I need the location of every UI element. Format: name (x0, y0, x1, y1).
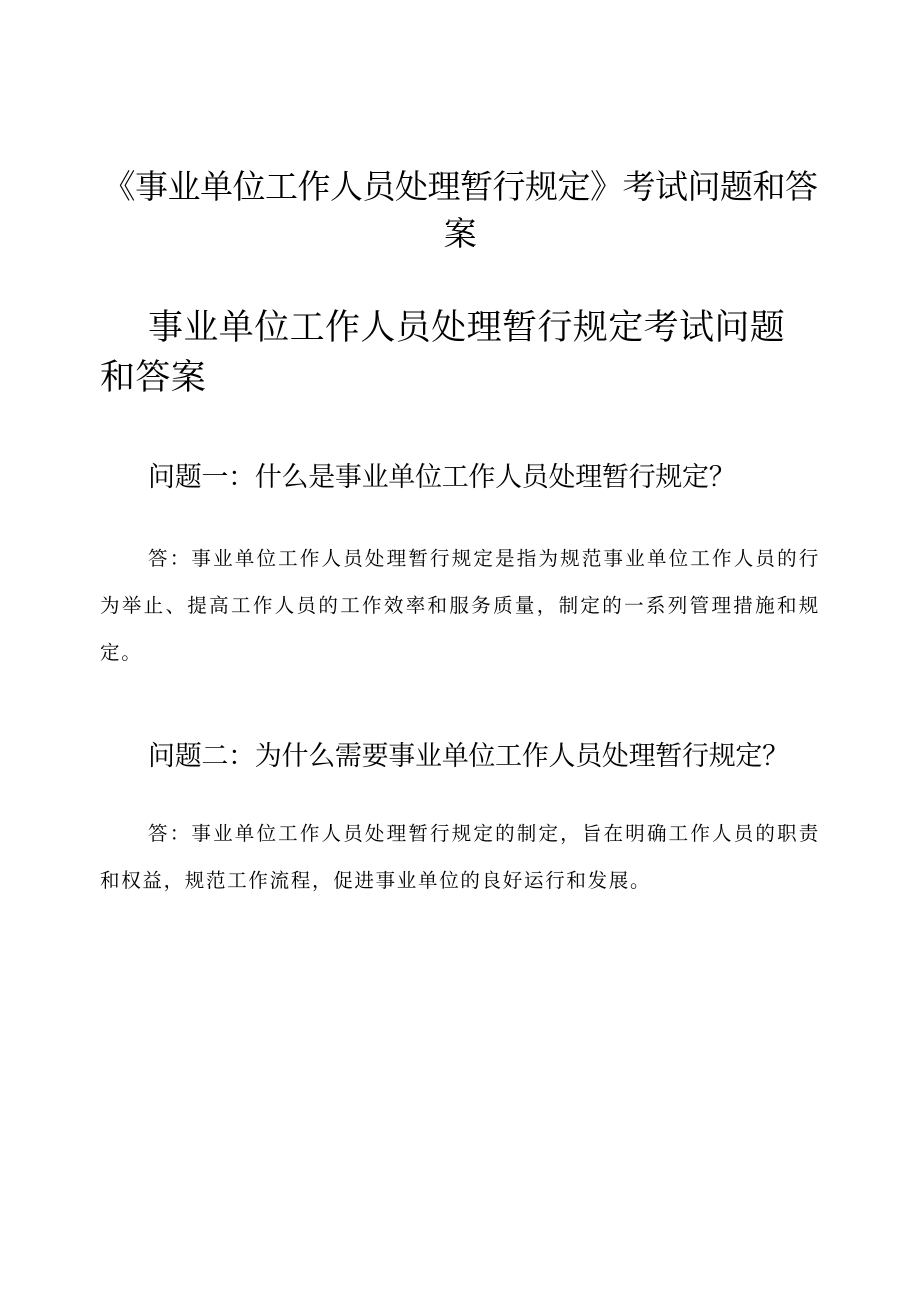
qa-section-1 (100, 459, 820, 676)
document-title: 《事业单位工作人员处理暂行规定》考试问题和答案 (102, 167, 818, 253)
document-subtitle: 事业单位工作人员处理暂行规定考试问题和答案 (100, 308, 786, 398)
question-heading: 问题二：为什么需要事业单位工作人员处理暂行规定？ (148, 741, 789, 772)
answer-paragraph: 答：事业单位工作人员处理暂行规定是指为规范事业单位工作人员的行为举止、提高工作人员的工作效率和服务质量，制定的一系列管理措施和规定。 (100, 547, 820, 664)
question-heading: 问题一：什么是事业单位工作人员处理暂行规定？ (148, 462, 736, 493)
answer-paragraph: 答：事业单位工作人员处理暂行规定的制定，旨在明确工作人员的职责和权益，规范工作流程，促进事业单位的良好运行和发展。 (100, 822, 820, 892)
qa-section-2 (100, 738, 820, 904)
